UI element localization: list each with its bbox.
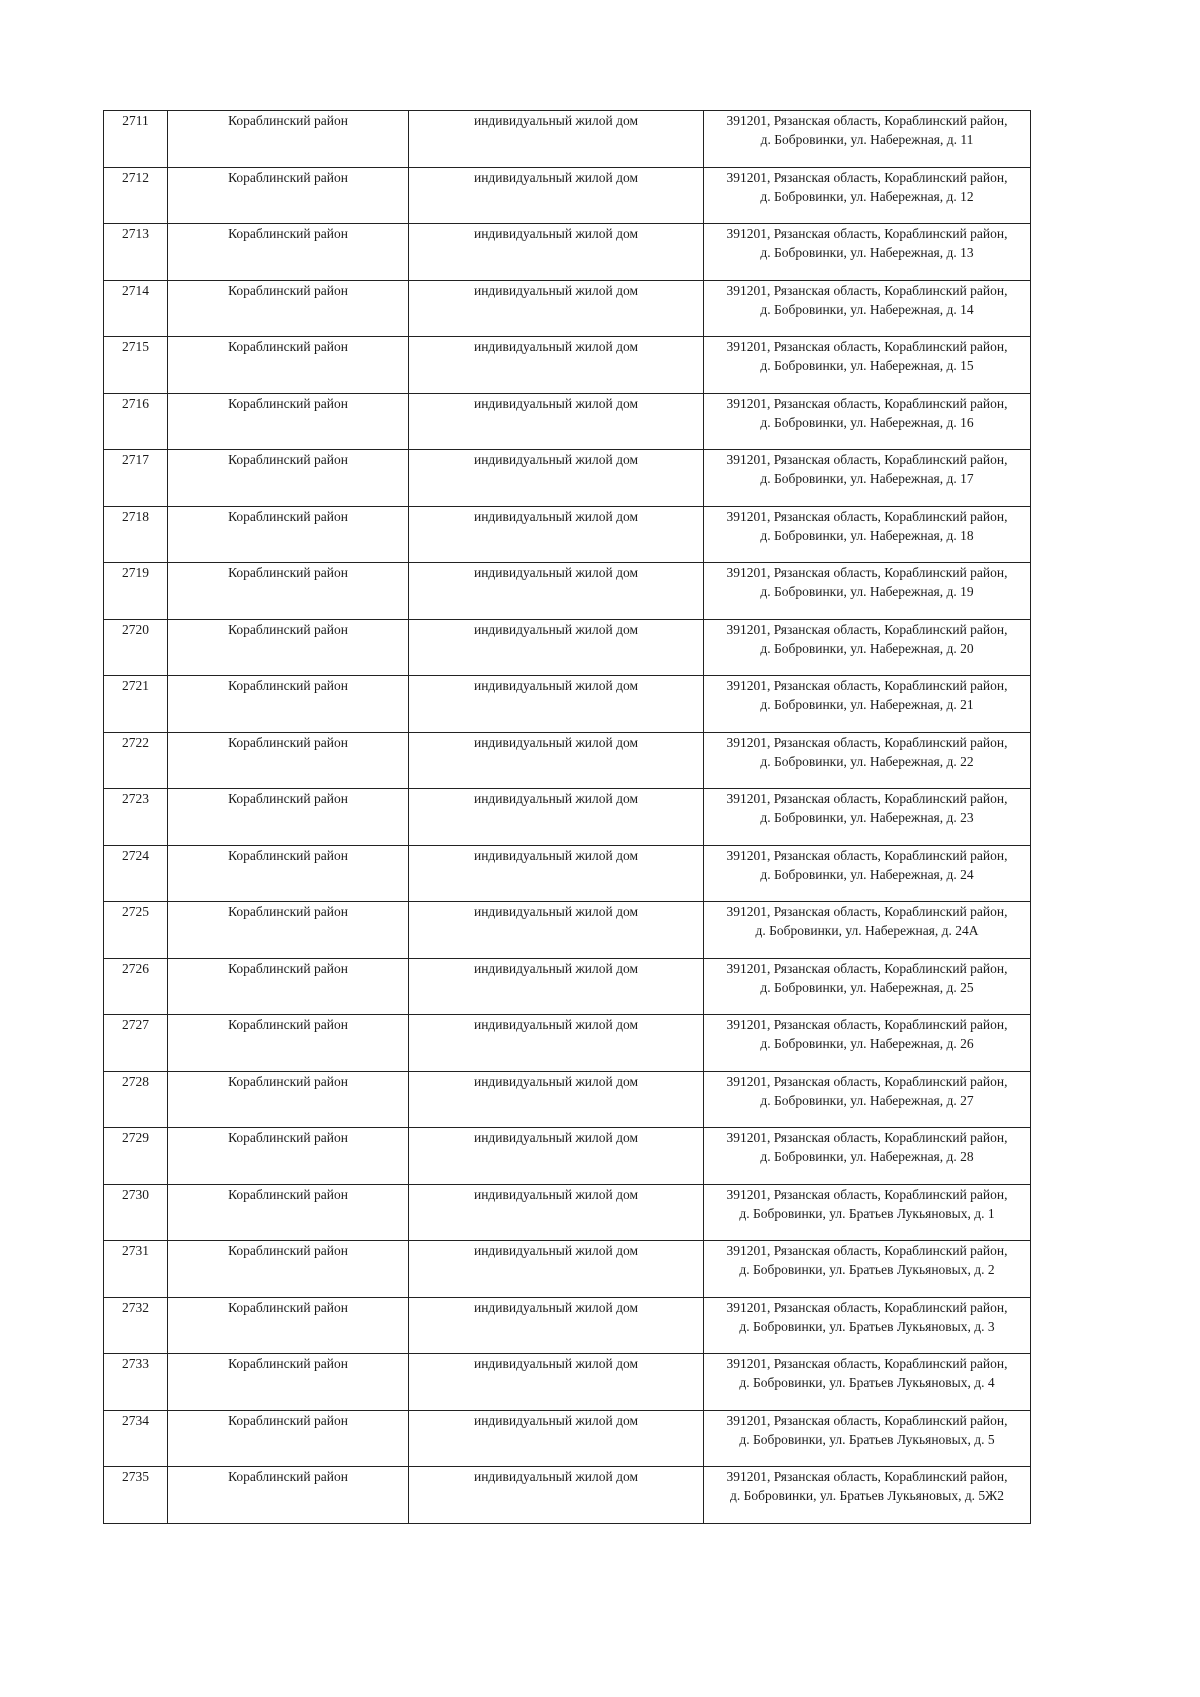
district-cell: Кораблинский район xyxy=(168,280,409,337)
table-row xyxy=(104,450,1031,507)
registry-table xyxy=(103,110,1031,1524)
table-row xyxy=(104,280,1031,337)
object-type-cell: индивидуальный жилой дом xyxy=(409,789,704,846)
table-row xyxy=(104,1241,1031,1298)
row-number-cell: 2731 xyxy=(104,1241,168,1298)
district-cell: Кораблинский район xyxy=(168,789,409,846)
address-cell xyxy=(704,1297,1031,1354)
address-cell xyxy=(704,676,1031,733)
address-cell xyxy=(704,732,1031,789)
district-cell: Кораблинский район xyxy=(168,1015,409,1072)
district-cell: Кораблинский район xyxy=(168,676,409,733)
address-cell xyxy=(704,1071,1031,1128)
address-cell xyxy=(704,789,1031,846)
table-row xyxy=(104,167,1031,224)
address-line-1: 391201, Рязанская область, Кораблинский район, xyxy=(726,226,1008,241)
object-type-cell: индивидуальный жилой дом xyxy=(409,563,704,620)
district-cell: Кораблинский район xyxy=(168,224,409,281)
address-line-2: д. Бобровинки, ул. Братьев Лукьяновых, д. 3 xyxy=(739,1318,995,1334)
row-number-cell: 2727 xyxy=(104,1015,168,1072)
object-type-cell: индивидуальный жилой дом xyxy=(409,619,704,676)
object-type-cell: индивидуальный жилой дом xyxy=(409,280,704,337)
address-cell xyxy=(704,337,1031,394)
table-row xyxy=(104,902,1031,959)
address-line-1: 391201, Рязанская область, Кораблинский район, xyxy=(726,960,1008,976)
table-row xyxy=(104,1071,1031,1128)
district-cell: Кораблинский район xyxy=(168,1241,409,1298)
address-cell xyxy=(704,1410,1031,1467)
address-cell xyxy=(704,167,1031,224)
district-cell: Кораблинский район xyxy=(168,619,409,676)
object-type-cell: индивидуальный жилой дом xyxy=(409,902,704,959)
district-cell: Кораблинский район xyxy=(168,563,409,620)
address-line-2: д. Бобровинки, ул. Набережная, д. 18 xyxy=(760,527,974,543)
table-row xyxy=(104,563,1031,620)
address-line-2: д. Бобровинки, ул. Набережная, д. 12 xyxy=(760,188,974,204)
district-cell: Кораблинский район xyxy=(168,337,409,394)
table-row xyxy=(104,1467,1031,1524)
district-cell: Кораблинский район xyxy=(168,1410,409,1467)
row-number-cell: 2716 xyxy=(104,393,168,450)
row-number-cell: 2735 xyxy=(104,1467,168,1524)
address-line-2: д. Бобровинки, ул. Набережная, д. 16 xyxy=(760,414,974,430)
registry-table-body xyxy=(104,111,1031,1524)
address-line-2: д. Бобровинки, ул. Набережная, д. 15 xyxy=(760,358,974,373)
object-type-cell: индивидуальный жилой дом xyxy=(409,167,704,224)
table-row xyxy=(104,1015,1031,1072)
address-cell xyxy=(704,450,1031,507)
row-number-cell: 2734 xyxy=(104,1410,168,1467)
district-cell: Кораблинский район xyxy=(168,732,409,789)
address-line-1: 391201, Рязанская область, Кораблинский район, xyxy=(726,1017,1008,1032)
address-line-2: д. Бобровинки, ул. Набережная, д. 24 xyxy=(760,866,974,882)
table-row xyxy=(104,789,1031,846)
address-line-1: 391201, Рязанская область, Кораблинский район, xyxy=(726,113,1008,128)
address-cell xyxy=(704,280,1031,337)
table-row xyxy=(104,732,1031,789)
address-cell xyxy=(704,111,1031,168)
address-line-2: д. Бобровинки, ул. Братьев Лукьяновых, д. 5Ж2 xyxy=(729,1488,1005,1503)
address-line-2: д. Бобровинки, ул. Набережная, д. 23 xyxy=(760,810,974,825)
address-line-2: д. Бобровинки, ул. Братьев Лукьяновых, д. 5 xyxy=(739,1431,995,1447)
row-number-cell: 2730 xyxy=(104,1184,168,1241)
address-cell xyxy=(704,1015,1031,1072)
district-cell: Кораблинский район xyxy=(168,111,409,168)
address-cell xyxy=(704,958,1031,1015)
object-type-cell: индивидуальный жилой дом xyxy=(409,732,704,789)
address-cell xyxy=(704,845,1031,902)
address-line-1: 391201, Рязанская область, Кораблинский район, xyxy=(726,1130,1008,1145)
address-cell xyxy=(704,224,1031,281)
row-number-cell: 2725 xyxy=(104,902,168,959)
address-line-2: д. Бобровинки, ул. Набережная, д. 25 xyxy=(760,979,974,995)
address-line-2: д. Бобровинки, ул. Набережная, д. 28 xyxy=(760,1149,974,1164)
object-type-cell: индивидуальный жилой дом xyxy=(409,845,704,902)
object-type-cell: индивидуальный жилой дом xyxy=(409,1241,704,1298)
address-cell xyxy=(704,619,1031,676)
district-cell: Кораблинский район xyxy=(168,1071,409,1128)
district-cell: Кораблинский район xyxy=(168,1354,409,1411)
district-cell: Кораблинский район xyxy=(168,1128,409,1185)
table-row xyxy=(104,845,1031,902)
district-cell: Кораблинский район xyxy=(168,450,409,507)
address-line-2: д. Бобровинки, ул. Набережная, д. 24А xyxy=(755,923,979,938)
row-number-cell: 2712 xyxy=(104,167,168,224)
row-number-cell: 2729 xyxy=(104,1128,168,1185)
table-row xyxy=(104,1128,1031,1185)
address-line-1: 391201, Рязанская область, Кораблинский район, xyxy=(726,847,1008,863)
address-cell xyxy=(704,393,1031,450)
address-cell xyxy=(704,506,1031,563)
address-line-1: 391201, Рязанская область, Кораблинский район, xyxy=(726,1356,1008,1371)
row-number-cell: 2728 xyxy=(104,1071,168,1128)
row-number-cell: 2718 xyxy=(104,506,168,563)
table-row xyxy=(104,111,1031,168)
table-row xyxy=(104,393,1031,450)
object-type-cell: индивидуальный жилой дом xyxy=(409,337,704,394)
row-number-cell: 2714 xyxy=(104,280,168,337)
address-line-2: д. Бобровинки, ул. Братьев Лукьяновых, д. 2 xyxy=(739,1262,995,1277)
row-number-cell: 2724 xyxy=(104,845,168,902)
row-number-cell: 2722 xyxy=(104,732,168,789)
address-line-2: д. Бобровинки, ул. Набережная, д. 11 xyxy=(760,132,974,147)
address-cell xyxy=(704,1184,1031,1241)
address-line-1: 391201, Рязанская область, Кораблинский район, xyxy=(726,678,1008,693)
table-row xyxy=(104,337,1031,394)
object-type-cell: индивидуальный жилой дом xyxy=(409,224,704,281)
table-row xyxy=(104,1297,1031,1354)
address-line-1: 391201, Рязанская область, Кораблинский район, xyxy=(726,1243,1008,1258)
object-type-cell: индивидуальный жилой дом xyxy=(409,506,704,563)
row-number-cell: 2733 xyxy=(104,1354,168,1411)
address-line-1: 391201, Рязанская область, Кораблинский район, xyxy=(726,339,1008,354)
row-number-cell: 2723 xyxy=(104,789,168,846)
district-cell: Кораблинский район xyxy=(168,1184,409,1241)
address-line-2: д. Бобровинки, ул. Набережная, д. 14 xyxy=(760,301,974,317)
row-number-cell: 2717 xyxy=(104,450,168,507)
table-row xyxy=(104,1354,1031,1411)
district-cell: Кораблинский район xyxy=(168,393,409,450)
address-line-1: 391201, Рязанская область, Кораблинский район, xyxy=(726,1299,1008,1315)
row-number-cell: 2726 xyxy=(104,958,168,1015)
table-row xyxy=(104,676,1031,733)
address-line-2: д. Бобровинки, ул. Набережная, д. 26 xyxy=(760,1036,974,1051)
address-cell xyxy=(704,902,1031,959)
address-line-1: 391201, Рязанская область, Кораблинский район, xyxy=(726,791,1008,806)
address-line-2: д. Бобровинки, ул. Набережная, д. 13 xyxy=(760,245,974,260)
address-line-1: 391201, Рязанская область, Кораблинский район, xyxy=(726,1412,1008,1428)
table-row xyxy=(104,958,1031,1015)
object-type-cell: индивидуальный жилой дом xyxy=(409,1071,704,1128)
address-cell xyxy=(704,1128,1031,1185)
address-line-1: 391201, Рязанская область, Кораблинский район, xyxy=(726,508,1008,524)
object-type-cell: индивидуальный жилой дом xyxy=(409,1015,704,1072)
object-type-cell: индивидуальный жилой дом xyxy=(409,1410,704,1467)
address-line-2: д. Бобровинки, ул. Набережная, д. 17 xyxy=(760,471,974,486)
address-line-1: 391201, Рязанская область, Кораблинский район, xyxy=(726,904,1008,919)
address-cell xyxy=(704,1467,1031,1524)
table-row xyxy=(104,224,1031,281)
address-line-2: д. Бобровинки, ул. Набережная, д. 22 xyxy=(760,753,974,769)
object-type-cell: индивидуальный жилой дом xyxy=(409,450,704,507)
address-line-1: 391201, Рязанская область, Кораблинский район, xyxy=(726,1469,1008,1484)
address-line-2: д. Бобровинки, ул. Набережная, д. 27 xyxy=(760,1092,974,1108)
object-type-cell: индивидуальный жилой дом xyxy=(409,111,704,168)
row-number-cell: 2721 xyxy=(104,676,168,733)
table-row xyxy=(104,1184,1031,1241)
object-type-cell: индивидуальный жилой дом xyxy=(409,1354,704,1411)
object-type-cell: индивидуальный жилой дом xyxy=(409,393,704,450)
object-type-cell: индивидуальный жилой дом xyxy=(409,958,704,1015)
address-line-2: д. Бобровинки, ул. Набережная, д. 20 xyxy=(760,640,974,656)
row-number-cell: 2713 xyxy=(104,224,168,281)
address-line-1: 391201, Рязанская область, Кораблинский район, xyxy=(726,452,1008,467)
address-line-2: д. Бобровинки, ул. Братьев Лукьяновых, д. 1 xyxy=(739,1205,995,1221)
district-cell: Кораблинский район xyxy=(168,958,409,1015)
address-cell xyxy=(704,1354,1031,1411)
object-type-cell: индивидуальный жилой дом xyxy=(409,1297,704,1354)
object-type-cell: индивидуальный жилой дом xyxy=(409,1467,704,1524)
district-cell: Кораблинский район xyxy=(168,845,409,902)
address-cell xyxy=(704,1241,1031,1298)
table-row xyxy=(104,506,1031,563)
district-cell: Кораблинский район xyxy=(168,506,409,563)
address-line-1: 391201, Рязанская область, Кораблинский район, xyxy=(726,1186,1008,1202)
address-line-2: д. Бобровинки, ул. Набережная, д. 19 xyxy=(760,584,974,599)
address-line-2: д. Бобровинки, ул. Братьев Лукьяновых, д. 4 xyxy=(739,1375,995,1390)
address-line-1: 391201, Рязанская область, Кораблинский район, xyxy=(726,282,1008,298)
address-line-1: 391201, Рязанская область, Кораблинский район, xyxy=(726,395,1008,411)
table-row xyxy=(104,1410,1031,1467)
address-line-1: 391201, Рязанская область, Кораблинский район, xyxy=(726,734,1008,750)
address-cell xyxy=(704,563,1031,620)
address-line-1: 391201, Рязанская область, Кораблинский район, xyxy=(726,1073,1008,1089)
district-cell: Кораблинский район xyxy=(168,167,409,224)
district-cell: Кораблинский район xyxy=(168,1467,409,1524)
district-cell: Кораблинский район xyxy=(168,1297,409,1354)
table-row xyxy=(104,619,1031,676)
district-cell: Кораблинский район xyxy=(168,902,409,959)
row-number-cell: 2719 xyxy=(104,563,168,620)
object-type-cell: индивидуальный жилой дом xyxy=(409,1128,704,1185)
object-type-cell: индивидуальный жилой дом xyxy=(409,1184,704,1241)
object-type-cell: индивидуальный жилой дом xyxy=(409,676,704,733)
row-number-cell: 2720 xyxy=(104,619,168,676)
row-number-cell: 2715 xyxy=(104,337,168,394)
row-number-cell: 2732 xyxy=(104,1297,168,1354)
address-line-1: 391201, Рязанская область, Кораблинский район, xyxy=(726,621,1008,637)
row-number-cell: 2711 xyxy=(104,111,168,168)
address-line-2: д. Бобровинки, ул. Набережная, д. 21 xyxy=(760,697,974,712)
address-line-1: 391201, Рязанская область, Кораблинский район, xyxy=(726,565,1008,580)
address-line-1: 391201, Рязанская область, Кораблинский район, xyxy=(726,169,1008,185)
